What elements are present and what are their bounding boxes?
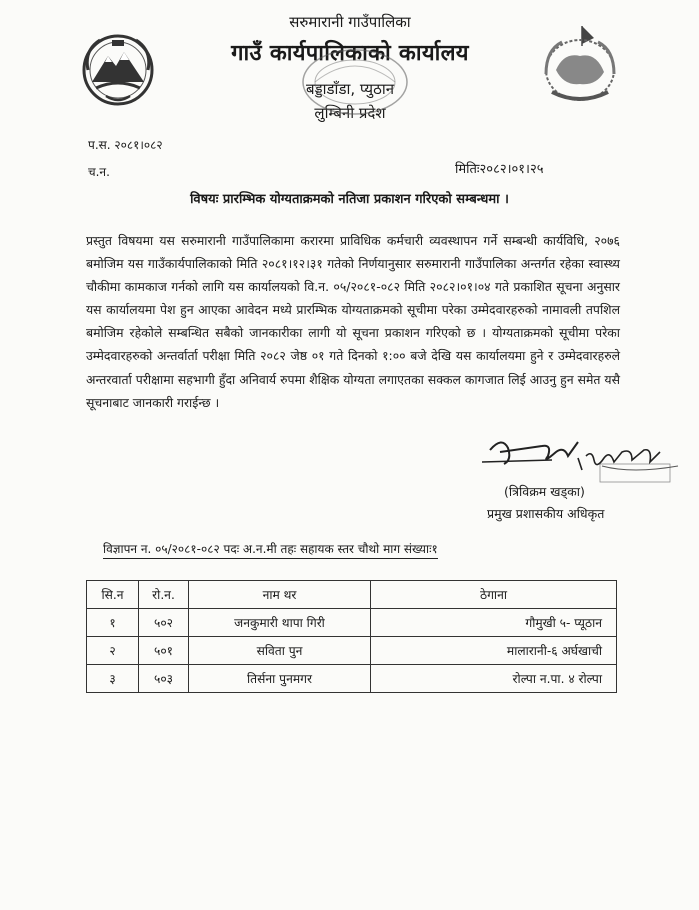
municipality-name: सरुमारानी गाउँपालिका [289,13,411,31]
signatory-title: प्रमुख प्रशासकीय अधिकृत [487,506,605,521]
cell-roll: ५०३ [139,665,189,693]
body-paragraph: प्रस्तुत विषयमा यस सरुमारानी गाउँपालिकामा करारमा प्राविधिक कर्मचारी व्यवस्थापन गर्ने सम्बन्धी कार्यविधि, २०७६ बमोजिम यस गाउँकार्यपालिकाको मिति २०८१।१२।३१ गतेको निर्णयानुसार सरुमारानी गाउँपालिका अन्तर्गत रहेका स्वास्थ्य चौकीमा कामकाज गर्नको लागि यस कार्यालयको वि.न. ०५/२०८१-०८२ मिति २०८२।०१।०४ गते प्रकाशित सूचना अनुसार यस कार्यालयमा पेश हुन आएका आवेदन मध्ये प्रारम्भिक योग्यताक्रमको सूचीमा परेका उम्मेदवारहरुको नामावली तपशिल बमोजिम रहेकोले सम्बन्धित सबैको जानकारीका लागी यो सूचना प्रकाशन गरिएको छ । योग्यताक्रमको सूचीमा परेका उम्मेदवारहरुको अन्तर्वार्ता परीक्षा मिति २०८२ जेष्ठ ०१ गते दिनको १:०० बजे देखि यस कार्यालयमा हुने र उम्मेदवारहरुले अन्तरवार्ता परीक्षामा सहभागी हुँदा अनिवार्य रुपमा शैक्षिक योग्यता लगाएतका सक्कल कागजात लिई आउनु हुन समेत यसै सूचनाबाट जानकारी गराईन्छ । [86,233,620,410]
table-header-row [87,581,617,609]
office-name: गाउँ कार्यपालिकाको कार्यालय [231,41,469,66]
handwritten-signature-icon [482,430,682,486]
cell-address: मालारानी-६ अर्घखाची [371,637,617,665]
cell-address: रोल्पा न.पा. ४ रोल्पा [371,665,617,693]
province-name: लुम्बिनी प्रदेश [314,104,386,122]
nepal-emblem-icon [78,30,158,110]
signatory-name: (त्रिविक्रम खड्का) [504,484,585,499]
office-location: बड्डाडाँडा, प्युठान [305,80,395,98]
cell-serial: १ [87,609,139,637]
cell-name: जनकुमारी थापा गिरी [189,609,371,637]
table-row [87,609,617,637]
coat-of-arms-icon [538,22,622,112]
candidates-table [86,580,617,693]
dispatch-number: च.न. [88,165,110,179]
column-header-serial: सि.न [87,581,139,609]
column-header-roll: रो.न. [139,581,189,609]
column-header-address: ठेगाना [371,581,617,609]
cell-roll: ५०२ [139,609,189,637]
cell-serial: २ [87,637,139,665]
reference-number: प.स. २०८१।०८२ [88,138,163,152]
cell-serial: ३ [87,665,139,693]
cell-address: गौमुखी ५- प्यूठान [371,609,617,637]
table-row [87,665,617,693]
table-row [87,637,617,665]
cell-name: सविता पुन [189,637,371,665]
subject-line: विषयः प्रारम्भिक योग्यताक्रमको नतिजा प्रकाशन गरिएको सम्बन्धमा । [190,192,509,207]
cell-roll: ५०१ [139,637,189,665]
office-stamp-icon [280,40,430,120]
advertisement-details: विज्ञापन न. ०५/२०८१-०८२ पदः अ.न.मी तहः सहायक स्तर चौथो माग संख्याः१ [103,540,438,559]
notice-date: मितिः२०८२।०१।२५ [455,162,544,177]
cell-name: तिर्सना पुनमगर [189,665,371,693]
column-header-name: नाम थर [189,581,371,609]
